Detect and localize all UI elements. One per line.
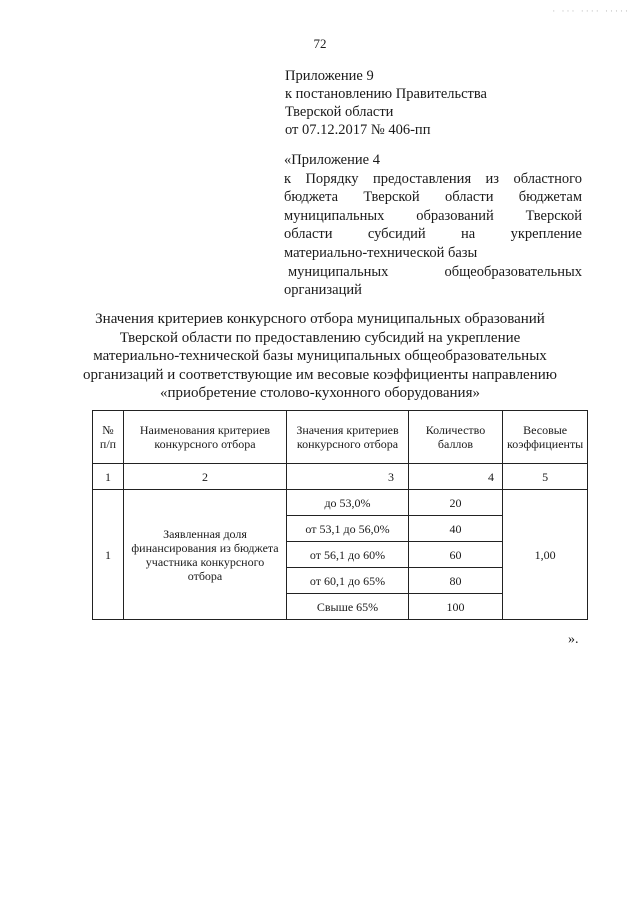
order-word: Порядку	[305, 170, 359, 187]
range-score: 80	[409, 568, 503, 594]
page-number: 72	[313, 36, 327, 51]
range-score: 20	[409, 490, 503, 516]
column-number-cell: 3	[287, 464, 409, 490]
header-cell-coefficient: Весовые коэффициенты	[503, 411, 588, 464]
order-word: бюджета	[284, 189, 339, 206]
header-cell-number: № п/п	[93, 411, 124, 464]
column-number-cell: 4	[409, 464, 503, 490]
order-word: на	[461, 226, 476, 243]
appendix-line: Тверской области	[285, 104, 394, 120]
criterion-coefficient: 1,00	[503, 490, 588, 620]
order-word: муниципальных	[284, 207, 385, 224]
order-word: из	[485, 170, 500, 187]
order-line	[284, 244, 582, 263]
appendix-line: от 07.12.2017 № 406-пп	[285, 122, 431, 138]
column-number-cell: 2	[124, 464, 287, 490]
criteria-table	[92, 410, 588, 620]
table-row	[93, 490, 588, 516]
order-word: общеобразовательных	[444, 263, 582, 280]
range-value: от 53,1 до 56,0%	[287, 516, 409, 542]
header-cell-score: Количество баллов	[409, 411, 503, 464]
range-score: 100	[409, 594, 503, 620]
range-value: до 53,0%	[287, 490, 409, 516]
column-number-cell: 1	[93, 464, 124, 490]
title-line: Тверской области по предоставлению субсидий на укрепление	[119, 329, 521, 346]
order-line	[284, 188, 582, 207]
order-line	[284, 225, 582, 244]
order-word: субсидий	[367, 226, 426, 243]
order-word: областного	[513, 170, 582, 187]
appendix-line: к постановлению Правительства	[285, 86, 487, 102]
order-word: бюджетам	[518, 189, 582, 206]
scan-artifact-marks: · ··· ···· ·····	[552, 6, 630, 16]
range-value: от 60,1 до 65%	[287, 568, 409, 594]
order-word: муниципальных	[288, 263, 389, 280]
order-word: укрепление	[510, 226, 582, 243]
order-line	[284, 281, 582, 300]
order-word: организаций	[284, 282, 362, 299]
range-score: 40	[409, 516, 503, 542]
order-word: материально-технической базы	[284, 244, 478, 261]
order-appendix-block	[284, 151, 582, 300]
criterion-number: 1	[93, 490, 124, 620]
order-line	[284, 151, 582, 170]
column-number-row	[93, 464, 588, 490]
order-word: Тверской	[363, 189, 420, 206]
column-number-cell: 5	[503, 464, 588, 490]
table-header-row	[93, 411, 588, 464]
order-word: Тверской	[525, 207, 582, 224]
order-line	[284, 263, 582, 282]
title-line: организаций и соответствующие им весовые коэффициенты направлению	[83, 366, 557, 383]
order-line	[284, 170, 582, 189]
order-word: образований	[416, 207, 494, 224]
order-word: «Приложение 4	[284, 152, 380, 168]
order-word: предоставления	[372, 170, 472, 187]
order-word: области	[444, 189, 494, 206]
order-line	[284, 207, 582, 226]
range-value: от 56,1 до 60%	[287, 542, 409, 568]
header-cell-criteria-values: Значения критериев конкурсного отбора	[287, 411, 409, 464]
range-value: Свыше 65%	[287, 594, 409, 620]
title-line: «приобретение столово-кухонного оборудования»	[159, 385, 480, 402]
order-word: к	[284, 170, 292, 187]
order-word: области	[284, 226, 333, 243]
appendix-header	[285, 67, 585, 139]
document-title	[60, 310, 580, 403]
closing-quote-mark: ».	[568, 632, 579, 647]
title-line: материально-технической базы муниципальных общеобразовательных	[93, 348, 547, 365]
range-score: 60	[409, 542, 503, 568]
header-cell-criteria-name: Наименования критериев конкурсного отбора	[124, 411, 287, 464]
title-line: Значения критериев конкурсного отбора муниципальных образований	[95, 311, 545, 327]
criterion-name: Заявленная доля финансирования из бюджета участника конкурсного отбора	[124, 490, 287, 620]
appendix-line: Приложение 9	[285, 68, 374, 84]
